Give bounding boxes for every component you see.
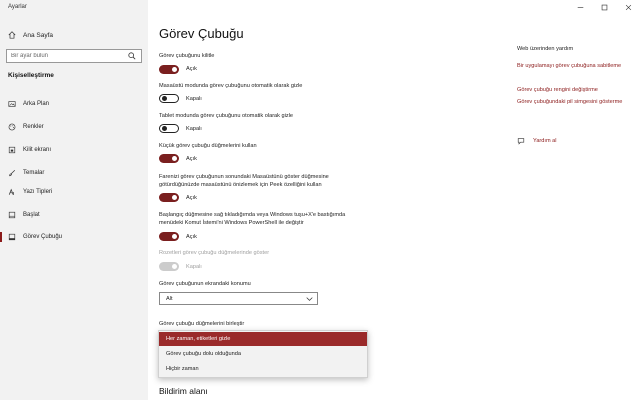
- sidebar-item-label: Arka Plan: [23, 101, 50, 107]
- autohide-tablet-state: Kapalı: [186, 126, 202, 132]
- chevron-down-icon: [306, 296, 313, 302]
- combine-option-always[interactable]: Her zaman, etiketleri gizle: [159, 332, 367, 346]
- minimize-icon: [577, 4, 584, 11]
- peek-state: Açık: [186, 195, 197, 201]
- help-link-taskbar-color[interactable]: Görev çubuğu rengini değiştirme: [517, 87, 598, 93]
- badges-toggle: [159, 262, 179, 271]
- combine-label: Görev çubuğu düğmelerini birleştir: [159, 321, 245, 327]
- combine-option-never[interactable]: Hiçbir zaman: [166, 366, 199, 372]
- sidebar-item-label: Renkler: [23, 124, 44, 130]
- sidebar-item-label: Görev Çubuğu: [23, 234, 63, 240]
- home-nav-item[interactable]: [8, 29, 53, 41]
- lock-taskbar-state: Açık: [186, 66, 197, 72]
- search-input[interactable]: [11, 50, 121, 62]
- active-indicator: [0, 232, 2, 242]
- page-title: Görev Çubuğu: [159, 26, 244, 41]
- close-icon: [625, 4, 632, 11]
- peek-toggle[interactable]: [159, 193, 179, 202]
- small-buttons-label: Küçük görev çubuğu düğmelerini kullan: [159, 143, 257, 149]
- location-value: Alt: [166, 296, 173, 302]
- autohide-desktop-toggle[interactable]: [159, 94, 179, 103]
- help-title: Web üzerinden yardım: [517, 46, 574, 52]
- app-title: Ayarlar: [8, 4, 27, 10]
- autohide-tablet-toggle[interactable]: [159, 124, 179, 133]
- close-button[interactable]: [616, 0, 640, 14]
- start-menu-icon: [8, 211, 16, 219]
- location-label: Görev çubuğunun ekrandaki konumu: [159, 281, 251, 287]
- search-icon[interactable]: [128, 52, 136, 60]
- autohide-tablet-label: Tablet modunda görev çubuğunu otomatik olarak gizle: [159, 113, 294, 119]
- taskbar-icon: [8, 233, 16, 241]
- lock-taskbar-toggle[interactable]: [159, 65, 179, 74]
- home-icon: [8, 31, 16, 39]
- badges-label: Rozetleri görev çubuğu düğmelerinde göster: [159, 250, 270, 256]
- get-help-link[interactable]: [517, 137, 557, 145]
- sidebar-item-label: Başlat: [23, 212, 40, 218]
- small-buttons-toggle[interactable]: [159, 154, 179, 163]
- badges-state: Kapalı: [186, 264, 202, 270]
- sidebar-section-title: Kişiselleştirme: [8, 72, 54, 79]
- chat-help-icon: [517, 137, 525, 145]
- sidebar-item-themes[interactable]: [0, 166, 148, 180]
- combine-dropdown-list: [158, 330, 368, 378]
- sidebar: [0, 0, 148, 400]
- autohide-desktop-label: Masaüstü modunda görev çubuğunu otomatik olarak gizle: [159, 83, 303, 89]
- image-icon: [8, 100, 16, 108]
- maximize-button[interactable]: [592, 0, 616, 14]
- window-controls: [568, 0, 640, 14]
- sidebar-item-label: Yazı Tipleri: [23, 189, 53, 195]
- search-box[interactable]: [6, 49, 142, 63]
- font-icon: [8, 188, 16, 196]
- sidebar-item-start[interactable]: [0, 208, 148, 222]
- palette-icon: [8, 123, 16, 131]
- lock-taskbar-label: Görev çubuğunu kilitle: [159, 53, 215, 59]
- small-buttons-state: Açık: [186, 156, 197, 162]
- combine-option-when-full[interactable]: Görev çubuğu dolu olduğunda: [166, 351, 241, 357]
- powershell-toggle[interactable]: [159, 232, 179, 241]
- powershell-state: Açık: [186, 234, 197, 240]
- maximize-icon: [601, 4, 608, 11]
- lock-screen-icon: [8, 146, 16, 154]
- get-help-label: Yardım al: [533, 138, 557, 144]
- sidebar-item-lock-screen[interactable]: [0, 143, 148, 157]
- home-label: Ana Sayfa: [23, 31, 53, 39]
- help-link-pin-app[interactable]: Bir uygulamayı görev çubuğuna sabitleme: [517, 63, 622, 69]
- sidebar-item-label: Kilit ekranı: [23, 147, 52, 153]
- help-link-battery-icon[interactable]: Görev çubuğundaki pil simgesini gösterme: [517, 99, 623, 105]
- notification-area-heading: Bildirim alanı: [159, 386, 208, 396]
- sidebar-item-fonts[interactable]: [0, 185, 148, 199]
- location-select[interactable]: [159, 292, 318, 305]
- powershell-label: Başlangıç düğmesine sağ tıkladığımda veya Windows tuşu+X'e bastığımda menüdeki Komut İstemi'ni Windows PowerShell ile değiştir: [159, 212, 346, 226]
- autohide-desktop-state: Kapalı: [186, 96, 202, 102]
- brush-icon: [8, 169, 16, 177]
- peek-label: Farenizi görev çubuğunun sonundaki Masaüstünü göster düğmesine götürdüğünüzde masaüstünü önizlemek için Peek özelliğini kullan: [159, 174, 329, 188]
- sidebar-item-taskbar[interactable]: [0, 230, 148, 244]
- minimize-button[interactable]: [568, 0, 592, 14]
- sidebar-item-background[interactable]: [0, 97, 148, 111]
- sidebar-item-colors[interactable]: [0, 120, 148, 134]
- sidebar-item-label: Temalar: [23, 170, 45, 176]
